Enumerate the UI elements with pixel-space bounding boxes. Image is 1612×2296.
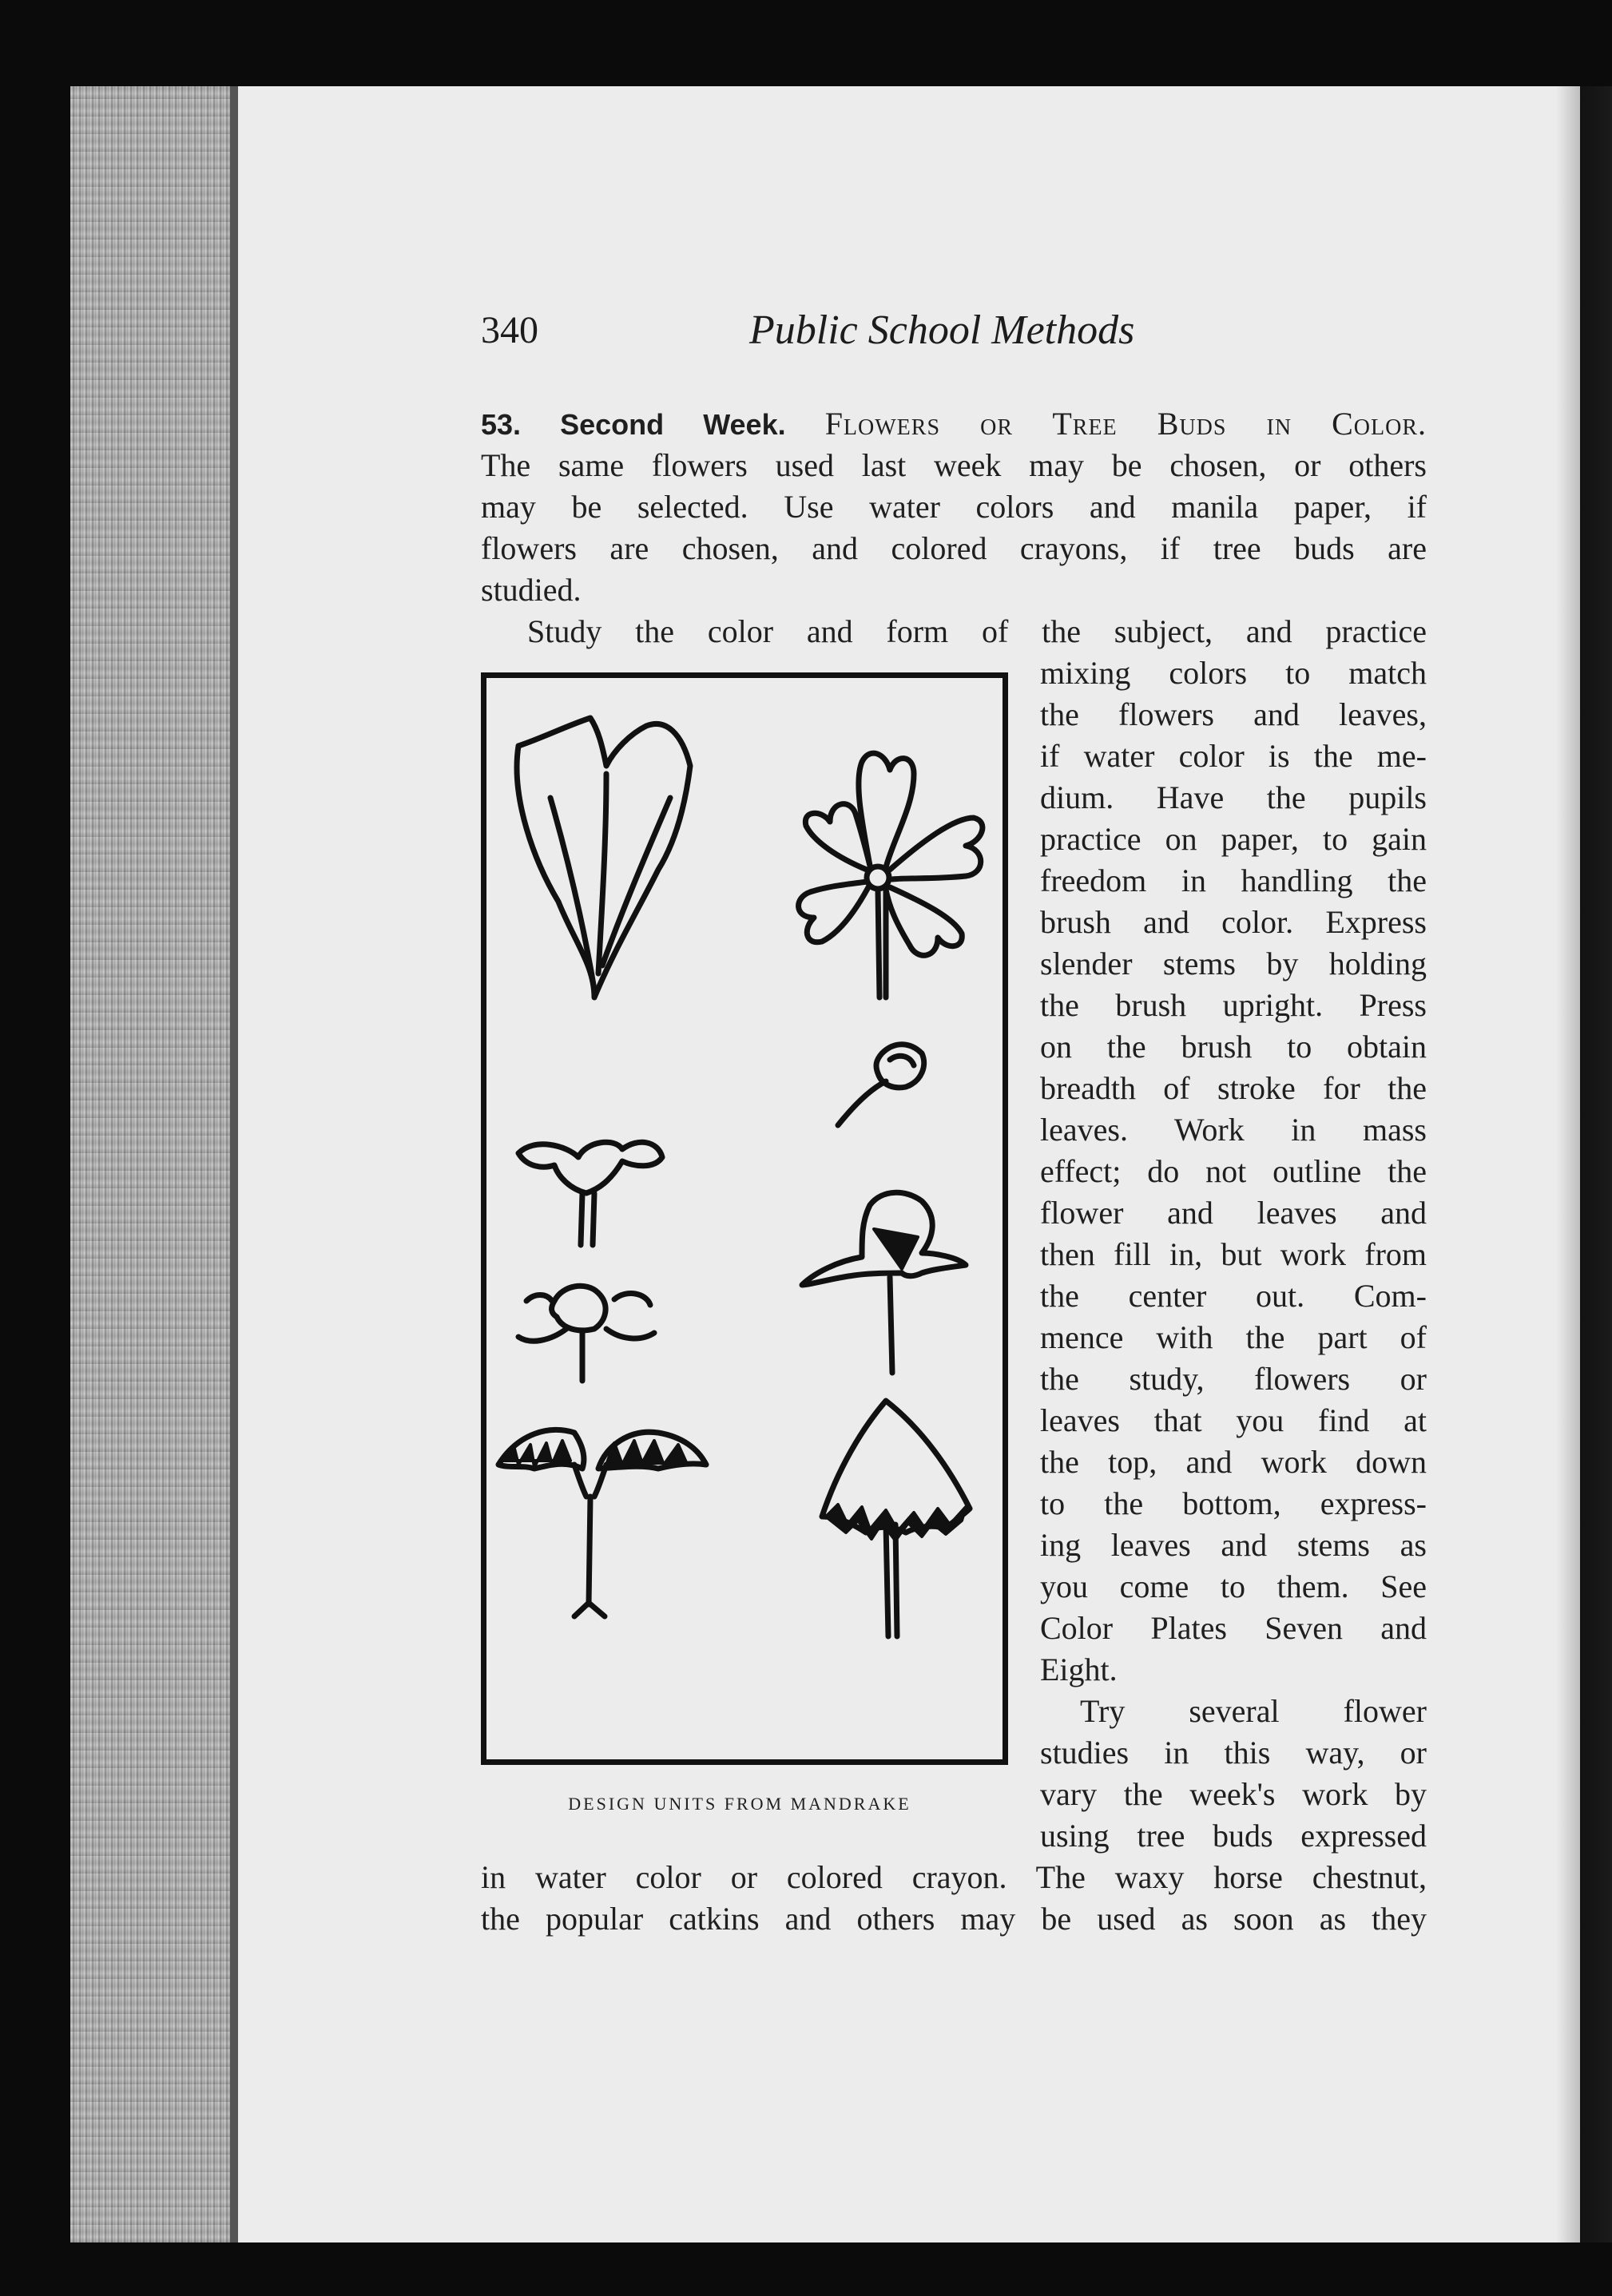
side-line: ing leaves and stems as [1040, 1527, 1427, 1563]
side-line: to the bottom, express- [1040, 1485, 1427, 1521]
page-gutter-shadow [1556, 86, 1612, 2242]
side-line: studies in this way, or [1040, 1735, 1427, 1771]
side-line: brush and color. Express [1040, 904, 1427, 940]
bud-icon [838, 1045, 924, 1125]
side-line: dium. Have the pupils [1040, 779, 1427, 815]
side-line: Color Plates Seven and [1040, 1610, 1427, 1646]
side-line: leaves. Work in mass [1040, 1112, 1427, 1148]
side-line: flower and leaves and [1040, 1195, 1427, 1231]
side-line: if water color is the me- [1040, 738, 1427, 774]
running-head: Public School Methods [749, 307, 1135, 353]
bell-flower-icon [802, 1192, 966, 1373]
body-line: flowers are chosen, and colored crayons, if tree buds are [481, 530, 1427, 566]
side-line: Try several flower [1080, 1693, 1427, 1729]
side-line: mence with the part of [1040, 1319, 1427, 1355]
book-page-edges-shade [70, 86, 238, 2242]
figure-frame [481, 672, 1008, 1765]
page-number: 340 [481, 309, 538, 351]
section-heading-line [481, 403, 1427, 446]
knot-flower-icon [518, 1286, 654, 1381]
body-line: Study the color and form of the subject, and practice [527, 613, 1427, 649]
body-line: in water color or colored crayon. The waxy horse chestnut, [481, 1859, 1427, 1895]
side-line: vary the week's work by [1040, 1776, 1427, 1812]
side-line: the center out. Com- [1040, 1278, 1427, 1314]
side-line: the brush upright. Press [1040, 987, 1427, 1023]
umbrella-leaves-icon [498, 1430, 706, 1616]
side-line: practice on paper, to gain [1040, 821, 1427, 857]
side-line: the top, and work down [1040, 1444, 1427, 1480]
body-line: may be selected. Use water colors and manila paper, if [481, 489, 1427, 525]
side-line: breadth of stroke for the [1040, 1070, 1427, 1106]
figure-caption: DESIGN UNITS FROM MANDRAKE [568, 1794, 911, 1814]
cup-flower-icon [518, 1142, 662, 1245]
side-line: Eight. [1040, 1652, 1118, 1687]
side-line: slender stems by holding [1040, 946, 1427, 981]
body-line: studied. [481, 572, 582, 608]
mandrake-umbrella-icon [822, 1401, 970, 1636]
side-line: using tree buds expressed [1040, 1818, 1427, 1854]
side-line: you come to them. See [1040, 1568, 1427, 1604]
side-line: leaves that you find at [1040, 1402, 1427, 1438]
side-line: effect; do not outline the [1040, 1153, 1427, 1189]
section-number-title: 53. Second Week. [481, 408, 786, 441]
side-line: the flowers and leaves, [1040, 696, 1427, 732]
side-line: mixing colors to match [1040, 655, 1427, 691]
heart-leaf-icon [517, 718, 690, 997]
side-line: the study, flowers or [1040, 1361, 1427, 1397]
mandrake-design-units [486, 678, 1014, 1771]
section-heading: Flowers or Tree Buds in Color. [824, 406, 1427, 442]
side-line: on the brush to obtain [1040, 1029, 1427, 1065]
body-line: the popular catkins and others may be used as soon as they [481, 1901, 1427, 1937]
body-line: The same flowers used last week may be chosen, or others [481, 447, 1427, 483]
side-line: then fill in, but work from [1040, 1236, 1427, 1272]
open-flower-icon [799, 753, 983, 997]
side-line: freedom in handling the [1040, 862, 1427, 898]
